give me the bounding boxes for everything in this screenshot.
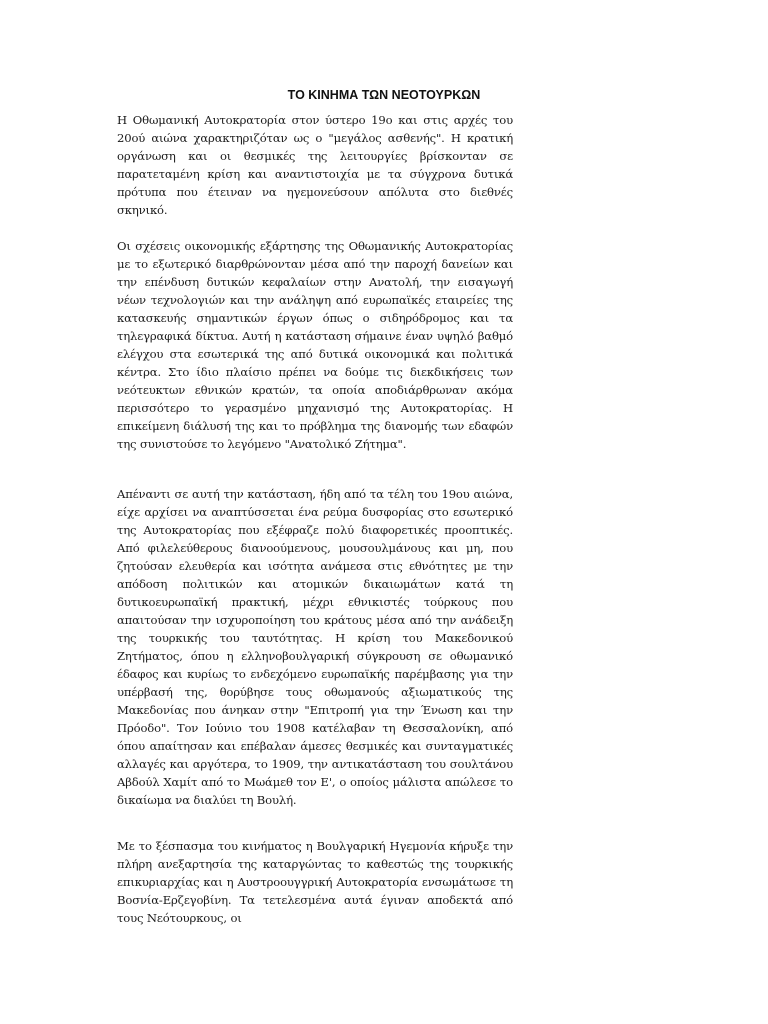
paragraph-2: Οι σχέσεις οικονομικής εξάρτησης της Οθωμανικής Αυτοκρατορίας με το εξωτερικό διαρθρώνονταν μέσα από την παροχή δανείων και την επένδυση δυτικών κεφαλαίων στην Ανατολή, την εισαγωγή νέων τεχνολογιών και την ανάληψη από ευρωπαϊκές εταιρείες της κατασκευής σημαντικών έργων όπως ο σιδηρόδρομος και τα τηλεγραφικά δίκτυα. Αυτή η κατάσταση σήμαινε έναν υψηλό βαθμό ελέγχου στα εσωτερικά της από δυτικά οικονομικά και πολιτικά κέντρα. Στο ίδιο πλαίσιο πρέπει να δούμε τις διεκδικήσεις των νεότευκτων εθνικών κρατών, τα οποία αποδιάρθρωναν ακόμα περισσότερο το γερασμένο μηχανισμό της Αυτοκρατορίας. Η επικείμενη διάλυσή της και το πρόβλημα της διανομής των εδαφών της συνιστούσε το λεγόμενο "Ανατολικό Ζήτημα".	[117, 239, 513, 451]
document-title: ΤΟ ΚΙΝΗΜΑ ΤΩΝ ΝΕΟΤΟΥΡΚΩΝ	[287, 88, 481, 102]
paragraph-1: Η Οθωμανική Αυτοκρατορία στον ύστερο 19ο και στις αρχές του 20ού αιώνα χαρακτηριζόταν ως ο "μεγάλος ασθενής". Η κρατική οργάνωση και οι θεσμικές της λειτουργίες βρίσκονταν σε παρατεταμένη κρίση και αναντιστοιχία με τα σύγχρονα δυτικά πρότυπα που έτειναν να ηγεμονεύσουν απόλυτα στο διεθνές σκηνικό.	[117, 113, 513, 217]
paragraph-4: Με το ξέσπασμα του κινήματος η Βουλγαρική Ηγεμονία κήρυξε την πλήρη ανεξαρτησία της καταργώντας το καθεστώς της τουρκικής επικυριαρχίας και η Αυστροουγγρική Αυτοκρατορία ενσωμάτωσε τη Βοσνία-Ερζεγοβίνη. Τα τετελεσμένα αυτά έγιναν αποδεκτά από τους Νεότουρκους, οι	[117, 839, 513, 925]
paragraph-3: Απέναντι σε αυτή την κατάσταση, ήδη από τα τέλη του 19ου αιώνα, είχε αρχίσει να αναπτύσσεται ένα ρεύμα δυσφορίας στο εσωτερικό της Αυτοκρατορίας που εξέφραζε πολύ διαφορετικές προοπτικές. Από φιλελεύθερους διανοούμενους, μουσουλμάνους και μη, που ζητούσαν ελευθερία και ισότητα ανάμεσα στις εθνότητες με την απόδοση πολιτικών και ατομικών δικαιωμάτων κατά τη δυτικοευρωπαϊκή πρακτική, μέχρι εθνικιστές τούρκους που απαιτούσαν την ισχυροποίηση του κράτους μέσα από την ανάδειξη της τουρκικής του ταυτότητας. Η κρίση του Μακεδονικού Ζητήματος, όπου η ελληνοβουλγαρική σύγκρουση σε οθωμανικό έδαφος και κυρίως το ενδεχόμενο ευρωπαϊκής παρέμβασης για την υπέρβασή της, θορύβησε τους οθωμανούς αξιωματικούς της Μακεδονίας που άνηκαν στην "Επιτροπή για την Ένωση και την Πρόοδο". Τον Ιούνιο του 1908 κατέλαβαν τη Θεσσαλονίκη, από όπου απαίτησαν και επέβαλαν άμεσες θεσμικές και συνταγματικές αλλαγές και αργότερα, το 1909, την αντικατάσταση του σουλτάνου Αβδούλ Χαμίτ από το Μωάμεθ τον Ε', ο οποίος μάλιστα απώλεσε το δικαίωμα να διαλύει τη Βουλή.	[117, 487, 513, 807]
